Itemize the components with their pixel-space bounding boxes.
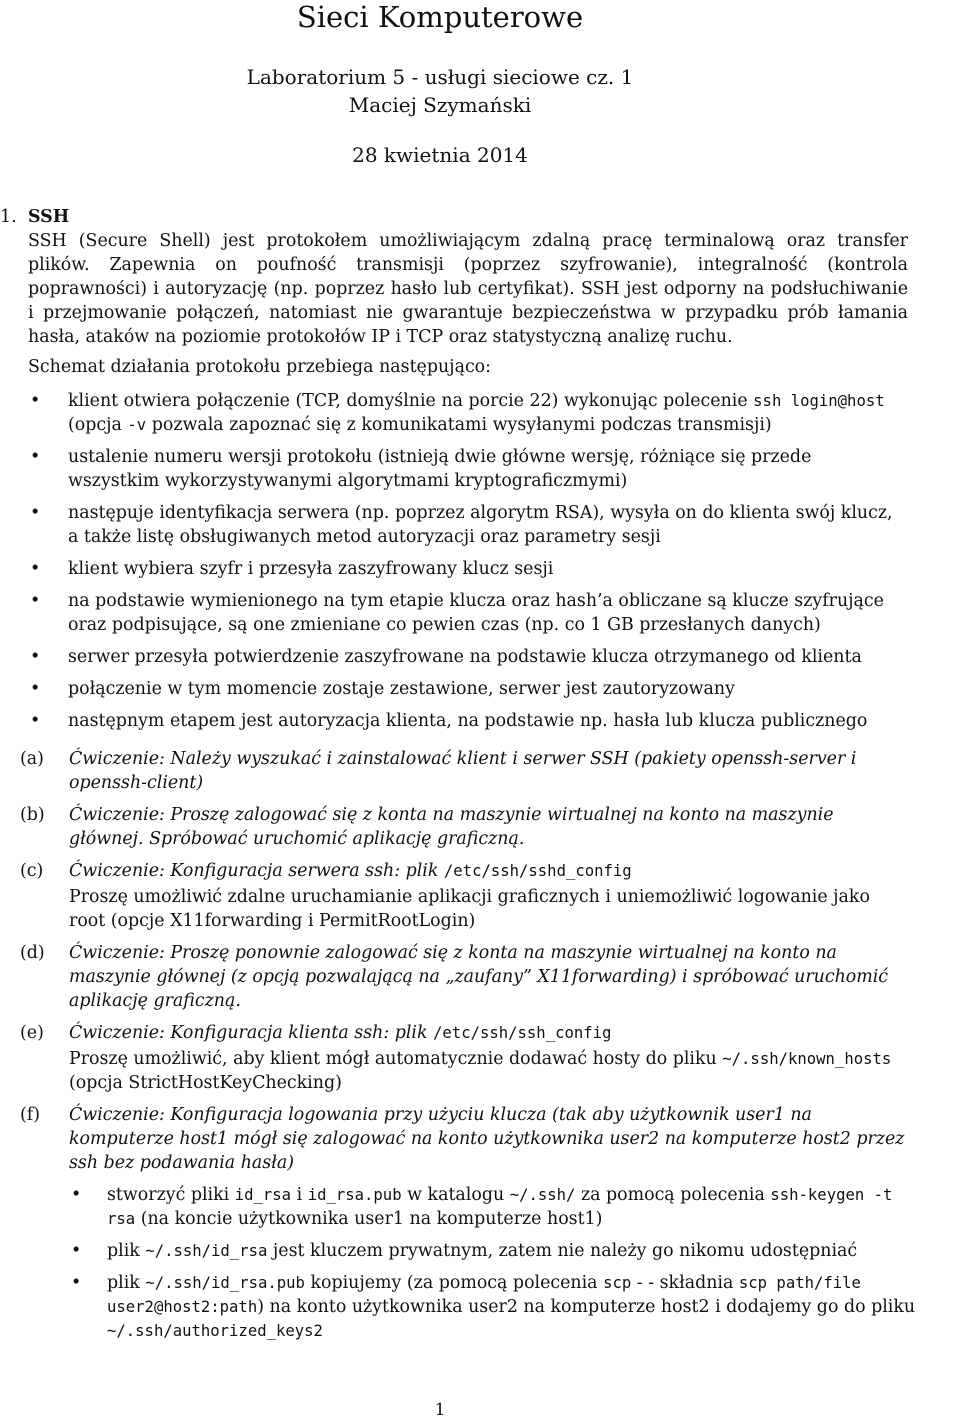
list-item: • stworzyć pliki id_rsa i id_rsa.pub w katalogu ~/.ssh/ za pomocą polecenia ssh-keygen -t rsa (na koncie użytkownika user1 na komputerze host1): [71, 1185, 893, 1229]
exercise-body: Proszę umożliwić, aby klient mógł automatycznie dodawać hosty do pliku ~/.ssh/known_hosts (opcja StrictHostKeyChecking): [69, 1049, 892, 1093]
document-subtitle: Laboratorium 5 - usługi sieciowe cz. 1: [246, 65, 634, 89]
exercise-letter: (a): [20, 749, 44, 769]
code-snippet: ~/.ssh/: [509, 1186, 576, 1204]
exercise-item: [20, 747, 908, 795]
document-author: Maciej Szymański: [348, 93, 532, 117]
code-snippet: scp: [603, 1274, 632, 1292]
list-item: • następnym etapem jest autoryzacja klienta, na podstawie np. hasła lub klucza publicznego: [30, 711, 868, 731]
code-snippet: ~/.ssh/known_hosts: [722, 1050, 892, 1068]
exercise-title: Ćwiczenie: Należy wyszukać i zainstalować klient i serwer SSH (pakiety openssh-server i openssh-client): [69, 749, 857, 793]
exercise-title: Ćwiczenie: Proszę zalogować się z konta na maszynie wirtualnej na konto na maszynie głównej. Spróbować uruchomić aplikację graficzną.: [69, 805, 834, 849]
list-item: • klient otwiera połączenie (TCP, domyślnie na porcie 22) wykonując polecenie ssh login@host (opcja -v pozwala zapoznać się z komunikatami wysyłanymi podczas transmisji): [30, 391, 885, 435]
section-number: 1.: [0, 207, 17, 227]
exercise-letter: (c): [20, 861, 44, 881]
exercise-title: Ćwiczenie: Konfiguracja serwera ssh: plik /etc/ssh/sshd_config: [69, 861, 632, 881]
bullet-icon: •: [71, 1273, 82, 1293]
bullet-icon: •: [30, 559, 41, 579]
exercise-title: Ćwiczenie: Konfiguracja logowania przy użyciu klucza (tak aby użytkownik user1 na komputerze host1 mógł się zalogować na konto użytkownika user2 na komputerze host2 przez ssh bez podawania hasła): [69, 1105, 905, 1173]
list-item: • następuje identyfikacja serwera (np. poprzez algorytm RSA), wysyła on do klienta swój klucz, a także listę obsługiwanych metod autoryzacji oraz parametry sesji: [30, 503, 893, 547]
intro-paragraph: SSH (Secure Shell) jest protokołem umożliwiającym zdalną pracę terminalową oraz transfer plików. Zapewnia on poufność transmisji (poprzez szyfrowanie), integralność (kontrola poprawności) i autoryzację (np. poprzez hasło lub certyfikat). SSH jest odporny na podsłuchiwanie i przejmowanie połączeń, natomiast nie gwarantuje bezpieczeństwa w przypadku prób łamania hasła, ataków na poziomie protokołów IP i TCP oraz statystyczną analizę ruchu.: [28, 231, 908, 347]
list-item: • serwer przesyła potwierdzenie zaszyfrowane na podstawie klucza otrzymanego od klienta: [30, 647, 862, 667]
code-snippet: /etc/ssh/sshd_config: [443, 862, 632, 880]
list-item: • plik ~/.ssh/id_rsa.pub kopiujemy (za pomocą polecenia scp - - składnia scp path/file user2@host2:path) na konto użytkownika user2 na komputerze host2 i dodajemy go do pliku ~/.ssh/authorized_keys2: [71, 1273, 916, 1340]
list-item: • klient wybiera szyfr i przesyła zaszyfrowany klucz sesji: [30, 559, 554, 579]
bullet-icon: •: [71, 1185, 82, 1205]
bullet-icon: •: [30, 391, 41, 411]
section-ssh: [0, 205, 940, 1351]
list-item: • na podstawie wymienionego na tym etapie klucza oraz hash’a obliczane są klucze szyfrujące oraz podpisujące, są one zmieniane co pewien czas (np. co 1 GB przesłanych danych): [30, 591, 884, 635]
exercise-letter: (e): [20, 1023, 44, 1043]
list-item: • plik ~/.ssh/id_rsa jest kluczem prywatnym, zatem nie należy go nikomu udostępniać: [71, 1241, 858, 1261]
exercise-item: [20, 941, 908, 1013]
exercise-item: [20, 1021, 908, 1095]
code-snippet: scp path/file user2@host2:path: [107, 1274, 861, 1316]
code-snippet: ~/.ssh/id_rsa.pub: [145, 1274, 305, 1292]
section-heading: [0, 205, 940, 229]
bullet-icon: •: [30, 647, 41, 667]
page-number: 1: [434, 1400, 446, 1420]
schema-intro: Schemat działania protokołu przebiega następująco:: [28, 357, 492, 377]
key-setup-steps: [69, 1183, 919, 1343]
exercise-list: [20, 747, 916, 1343]
section-title: SSH: [28, 207, 70, 227]
bullet-icon: •: [30, 679, 41, 699]
document-date: 28 kwietnia 2014: [352, 143, 528, 167]
code-snippet: id_rsa.pub: [307, 1186, 402, 1204]
exercise-item: [20, 859, 908, 933]
list-item: • połączenie w tym momencie zostaje zestawione, serwer jest zautoryzowany: [30, 679, 735, 699]
code-snippet: ~/.ssh/authorized_keys2: [107, 1322, 323, 1340]
exercise-title: Ćwiczenie: Proszę ponownie zalogować się z konta na maszynie wirtualnej na konto na maszynie głównej (z opcją pozwalającą na „zaufany” X11forwarding) i spróbować uruchomić aplikację graficzną.: [69, 943, 889, 1011]
protocol-steps-list: [28, 389, 908, 733]
list-item: • ustalenie numeru wersji protokołu (istnieją dwie główne wersję, różniące się przede wszystkim wykorzystywanymi algorytmami kryptograficzmymi): [30, 447, 812, 491]
code-snippet: ssh-keygen -t rsa: [107, 1186, 893, 1228]
document-title: Sieci Komputerowe: [296, 0, 584, 34]
code-snippet: /etc/ssh/ssh_config: [433, 1024, 612, 1042]
bullet-icon: •: [71, 1241, 82, 1261]
exercise-body: Proszę umożliwić zdalne uruchamianie aplikacji graficznych i uniemożliwić logowanie jako root (opcje X11forwarding i PermitRootLogin): [69, 887, 870, 931]
code-snippet: ~/.ssh/id_rsa: [145, 1242, 268, 1260]
exercise-item: [20, 803, 908, 851]
bullet-icon: •: [30, 711, 41, 731]
code-snippet: id_rsa: [234, 1186, 292, 1204]
code-snippet: -v: [127, 416, 147, 434]
exercise-letter: (d): [20, 943, 45, 963]
bullet-icon: •: [30, 591, 41, 611]
bullet-icon: •: [30, 503, 41, 523]
exercise-letter: (b): [20, 805, 45, 825]
exercise-item: [20, 1103, 916, 1343]
code-snippet: ssh login@host: [753, 392, 885, 410]
bullet-icon: •: [30, 447, 41, 467]
exercise-title: Ćwiczenie: Konfiguracja klienta ssh: plik /etc/ssh/ssh_config: [69, 1023, 612, 1043]
exercise-letter: (f): [20, 1105, 41, 1125]
